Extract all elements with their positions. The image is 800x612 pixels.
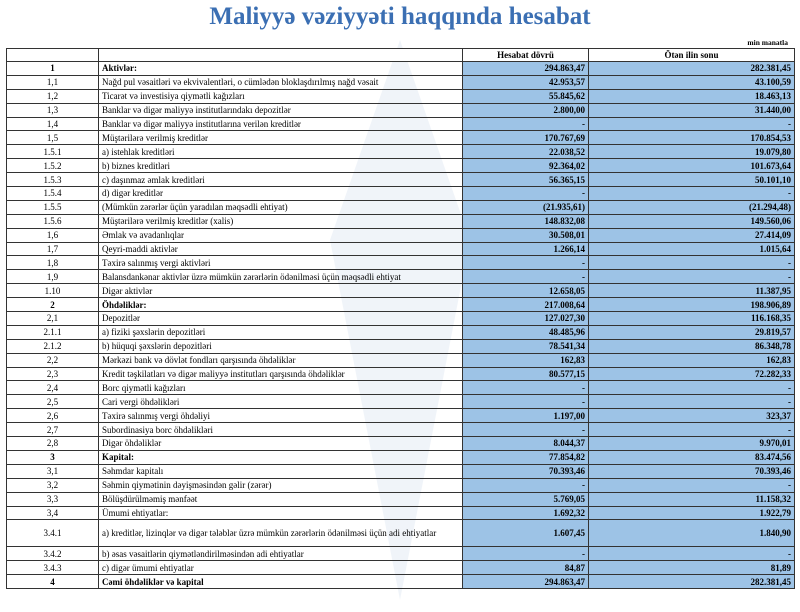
value-previous: 31.440,00 bbox=[589, 103, 795, 117]
header-current-period: Hesabat dövrü bbox=[463, 49, 589, 62]
row-label: a) kreditlər, lizinqlər və digər tələblər üzrə mümkün zərərlərin ödənilməsi üçün adi ehtiyatlar bbox=[99, 520, 463, 547]
row-code: 3.4.3 bbox=[7, 561, 99, 575]
header-previous-year-end: Ötən ilin sonu bbox=[589, 49, 795, 62]
value-current: 1.692,32 bbox=[463, 506, 589, 520]
value-current: 92.364,02 bbox=[463, 159, 589, 173]
value-previous: 86.348,78 bbox=[589, 339, 795, 353]
row-label: Nağd pul vəsaitləri və ekvivalentləri, o cümlədən bloklaşdırılmış nağd vəsait bbox=[99, 75, 463, 89]
row-code: 2,7 bbox=[7, 423, 99, 437]
value-previous: 9.970,01 bbox=[589, 437, 795, 451]
table-row bbox=[7, 145, 795, 159]
table-row bbox=[7, 103, 795, 117]
value-previous: 50.101,10 bbox=[589, 173, 795, 187]
value-current: 12.658,05 bbox=[463, 284, 589, 298]
value-current: 80.577,15 bbox=[463, 367, 589, 381]
table-row bbox=[7, 478, 795, 492]
value-current: 42.953,57 bbox=[463, 75, 589, 89]
value-current: 77.854,82 bbox=[463, 450, 589, 464]
value-current: 127.027,30 bbox=[463, 312, 589, 326]
value-previous: 101.673,64 bbox=[589, 159, 795, 173]
row-code: 3 bbox=[7, 450, 99, 464]
value-current: - bbox=[463, 187, 589, 201]
row-code: 2 bbox=[7, 298, 99, 312]
value-previous: 29.819,57 bbox=[589, 325, 795, 339]
row-code: 2,2 bbox=[7, 353, 99, 367]
row-label: Borc qiymətli kağızları bbox=[99, 381, 463, 395]
row-code: 1,2 bbox=[7, 89, 99, 103]
value-previous: 1.840,90 bbox=[589, 520, 795, 547]
row-code: 1,5 bbox=[7, 131, 99, 145]
value-previous: - bbox=[589, 478, 795, 492]
row-code: 3.4.2 bbox=[7, 547, 99, 561]
row-label: Səhmdar kapitalı bbox=[99, 464, 463, 478]
value-current: 1.197,00 bbox=[463, 409, 589, 423]
table-row bbox=[7, 298, 795, 312]
row-code: 2,4 bbox=[7, 381, 99, 395]
table-row bbox=[7, 450, 795, 464]
row-label: Bölüşdürülməmiş mənfəət bbox=[99, 492, 463, 506]
row-code: 2,6 bbox=[7, 409, 99, 423]
table-row bbox=[7, 284, 795, 298]
row-code: 1,4 bbox=[7, 117, 99, 131]
row-code: 1,8 bbox=[7, 256, 99, 270]
table-row bbox=[7, 575, 795, 589]
value-previous: 70.393,46 bbox=[589, 464, 795, 478]
row-label: Ümumi ehtiyatlar: bbox=[99, 506, 463, 520]
value-current: - bbox=[463, 256, 589, 270]
row-label: Digər aktivlər bbox=[99, 284, 463, 298]
table-row bbox=[7, 520, 795, 547]
row-code: 1 bbox=[7, 62, 99, 76]
row-label: Digər öhdəliklər bbox=[99, 437, 463, 451]
value-previous: - bbox=[589, 187, 795, 201]
row-label: c) daşınmaz əmlak kreditləri bbox=[99, 173, 463, 187]
row-label: Kredit təşkilatları və digər maliyyə institutları qarşısında öhdəliklər bbox=[99, 367, 463, 381]
row-label: b) hüquqi şəxslərin depozitləri bbox=[99, 339, 463, 353]
table-row bbox=[7, 381, 795, 395]
row-label: Depozitlər bbox=[99, 312, 463, 326]
row-code: 1,7 bbox=[7, 242, 99, 256]
table-row bbox=[7, 312, 795, 326]
table-row bbox=[7, 89, 795, 103]
table-row bbox=[7, 353, 795, 367]
value-previous: 116.168,35 bbox=[589, 312, 795, 326]
value-current: 30.508,01 bbox=[463, 228, 589, 242]
value-current: 22.038,52 bbox=[463, 145, 589, 159]
row-code: 1.5.1 bbox=[7, 145, 99, 159]
table-row bbox=[7, 367, 795, 381]
row-code: 2.1.1 bbox=[7, 325, 99, 339]
row-code: 1.5.5 bbox=[7, 200, 99, 214]
value-previous: 1.015,64 bbox=[589, 242, 795, 256]
row-label: b) əsas vəsaitlərin qiymətləndirilməsindən adi ehtiyatlar bbox=[99, 547, 463, 561]
table-row bbox=[7, 506, 795, 520]
row-code: 1,6 bbox=[7, 228, 99, 242]
value-previous: 19.079,80 bbox=[589, 145, 795, 159]
value-previous: 43.100,59 bbox=[589, 75, 795, 89]
row-label: Ticarət və investisiya qiymətli kağızları bbox=[99, 89, 463, 103]
header-label bbox=[99, 49, 463, 62]
row-label: Öhdəliklər: bbox=[99, 298, 463, 312]
row-label: a) fiziki şəxslərin depozitləri bbox=[99, 325, 463, 339]
row-label: a) istehlak kreditləri bbox=[99, 145, 463, 159]
row-label: Qeyri-maddi aktivlər bbox=[99, 242, 463, 256]
row-code: 3,1 bbox=[7, 464, 99, 478]
row-code: 1.5.3 bbox=[7, 173, 99, 187]
row-label: Müştərilərə verilmiş kreditlər (xalis) bbox=[99, 214, 463, 228]
value-current: - bbox=[463, 270, 589, 284]
value-current: 56.365,15 bbox=[463, 173, 589, 187]
row-code: 2,5 bbox=[7, 395, 99, 409]
row-label: Subordinasiya borc öhdəlikləri bbox=[99, 423, 463, 437]
value-current: 84,87 bbox=[463, 561, 589, 575]
row-label: Banklar və digər maliyyə institutlarına verilən kreditlər bbox=[99, 117, 463, 131]
value-previous: 81,89 bbox=[589, 561, 795, 575]
row-code: 4 bbox=[7, 575, 99, 589]
value-previous: 170.854,53 bbox=[589, 131, 795, 145]
table-row bbox=[7, 464, 795, 478]
table-row bbox=[7, 214, 795, 228]
table-row bbox=[7, 409, 795, 423]
value-current: 1.266,14 bbox=[463, 242, 589, 256]
value-previous: - bbox=[589, 270, 795, 284]
value-current: 1.607,45 bbox=[463, 520, 589, 547]
value-current: - bbox=[463, 117, 589, 131]
value-current: 162,83 bbox=[463, 353, 589, 367]
row-code: 1,9 bbox=[7, 270, 99, 284]
row-code: 2.1.2 bbox=[7, 339, 99, 353]
row-code: 1,1 bbox=[7, 75, 99, 89]
value-current: 148.832,08 bbox=[463, 214, 589, 228]
value-previous: - bbox=[589, 256, 795, 270]
table-row bbox=[7, 131, 795, 145]
value-current: 70.393,46 bbox=[463, 464, 589, 478]
row-code: 1.5.2 bbox=[7, 159, 99, 173]
value-previous: - bbox=[589, 381, 795, 395]
table-row bbox=[7, 423, 795, 437]
table-row bbox=[7, 228, 795, 242]
value-previous: 11.158,32 bbox=[589, 492, 795, 506]
value-previous: 11.387,95 bbox=[589, 284, 795, 298]
row-label: Banklar və digər maliyyə institutlarındakı depozitlər bbox=[99, 103, 463, 117]
table-row bbox=[7, 173, 795, 187]
value-current: 5.769,05 bbox=[463, 492, 589, 506]
row-label: Mərkəzi bank və dövlət fondları qarşısında öhdəliklər bbox=[99, 353, 463, 367]
table-row bbox=[7, 395, 795, 409]
header-code bbox=[7, 49, 99, 62]
row-code: 2,8 bbox=[7, 437, 99, 451]
value-current: 170.767,69 bbox=[463, 131, 589, 145]
row-label: Balansdankənar aktivlər üzrə mümkün zərərlərin ödənilməsi üçün məqsədli ehtiyat bbox=[99, 270, 463, 284]
row-label: Müştərilərə verilmiş kreditlər bbox=[99, 131, 463, 145]
row-label: d) digər kreditlər bbox=[99, 187, 463, 201]
row-code: 3,3 bbox=[7, 492, 99, 506]
table-row bbox=[7, 187, 795, 201]
value-previous: - bbox=[589, 117, 795, 131]
row-code: 3.4.1 bbox=[7, 520, 99, 547]
value-previous: (21.294,48) bbox=[589, 200, 795, 214]
row-code: 2,1 bbox=[7, 312, 99, 326]
table-row bbox=[7, 62, 795, 76]
row-code: 2,3 bbox=[7, 367, 99, 381]
row-label: c) digər ümumi ehtiyatlar bbox=[99, 561, 463, 575]
value-current: 2.800,00 bbox=[463, 103, 589, 117]
row-label: Təxirə salınmış vergi aktivləri bbox=[99, 256, 463, 270]
value-previous: - bbox=[589, 547, 795, 561]
value-current: - bbox=[463, 423, 589, 437]
value-current: - bbox=[463, 395, 589, 409]
value-current: - bbox=[463, 547, 589, 561]
value-current: 8.044,37 bbox=[463, 437, 589, 451]
value-previous: 282.381,45 bbox=[589, 575, 795, 589]
value-previous: 198.906,89 bbox=[589, 298, 795, 312]
value-current: - bbox=[463, 381, 589, 395]
table-row bbox=[7, 159, 795, 173]
row-code: 3,4 bbox=[7, 506, 99, 520]
value-previous: 27.414,09 bbox=[589, 228, 795, 242]
value-previous: 162,83 bbox=[589, 353, 795, 367]
table-row bbox=[7, 75, 795, 89]
table-row bbox=[7, 325, 795, 339]
value-previous: 1.922,79 bbox=[589, 506, 795, 520]
value-current: 78.541,34 bbox=[463, 339, 589, 353]
value-current: 55.845,62 bbox=[463, 89, 589, 103]
page-title: Maliyyə vəziyyəti haqqında hesabat bbox=[209, 3, 591, 30]
value-previous: 72.282,33 bbox=[589, 367, 795, 381]
value-previous: 18.463,13 bbox=[589, 89, 795, 103]
value-current: 217.008,64 bbox=[463, 298, 589, 312]
row-code: 1.5.4 bbox=[7, 187, 99, 201]
row-code: 1.5.6 bbox=[7, 214, 99, 228]
value-previous: 323,37 bbox=[589, 409, 795, 423]
financial-position-table bbox=[6, 48, 795, 589]
value-previous: 282.381,45 bbox=[589, 62, 795, 76]
table-header-row bbox=[7, 49, 795, 62]
value-current: - bbox=[463, 478, 589, 492]
table-row bbox=[7, 339, 795, 353]
row-code: 1.10 bbox=[7, 284, 99, 298]
table-row bbox=[7, 270, 795, 284]
value-previous: 83.474,56 bbox=[589, 450, 795, 464]
table-row bbox=[7, 117, 795, 131]
row-label: Cari vergi öhdəlikləri bbox=[99, 395, 463, 409]
table-row bbox=[7, 437, 795, 451]
row-label: Əmlak və avadanlıqlar bbox=[99, 228, 463, 242]
table-row bbox=[7, 547, 795, 561]
row-label: Cəmi öhdəliklər və kapital bbox=[99, 575, 463, 589]
value-previous: - bbox=[589, 395, 795, 409]
row-label: Səhmin qiymətinin dəyişməsindən gəlir (zərər) bbox=[99, 478, 463, 492]
row-label: (Mümkün zərərlər üçün yaradılan məqsədli ehtiyat) bbox=[99, 200, 463, 214]
value-current: (21.935,61) bbox=[463, 200, 589, 214]
value-current: 48.485,96 bbox=[463, 325, 589, 339]
unit-label: min manatla bbox=[747, 38, 788, 47]
value-current: 294.863,47 bbox=[463, 575, 589, 589]
row-label: b) biznes kreditləri bbox=[99, 159, 463, 173]
row-label: Təxirə salınmış vergi öhdəliyi bbox=[99, 409, 463, 423]
table-row bbox=[7, 242, 795, 256]
row-label: Kapital: bbox=[99, 450, 463, 464]
row-label: Aktivlər: bbox=[99, 62, 463, 76]
table-row bbox=[7, 256, 795, 270]
table-row bbox=[7, 492, 795, 506]
value-previous: 149.560,06 bbox=[589, 214, 795, 228]
row-code: 3,2 bbox=[7, 478, 99, 492]
row-code: 1,3 bbox=[7, 103, 99, 117]
table-row bbox=[7, 200, 795, 214]
table-row bbox=[7, 561, 795, 575]
value-previous: - bbox=[589, 423, 795, 437]
value-current: 294.863,47 bbox=[463, 62, 589, 76]
